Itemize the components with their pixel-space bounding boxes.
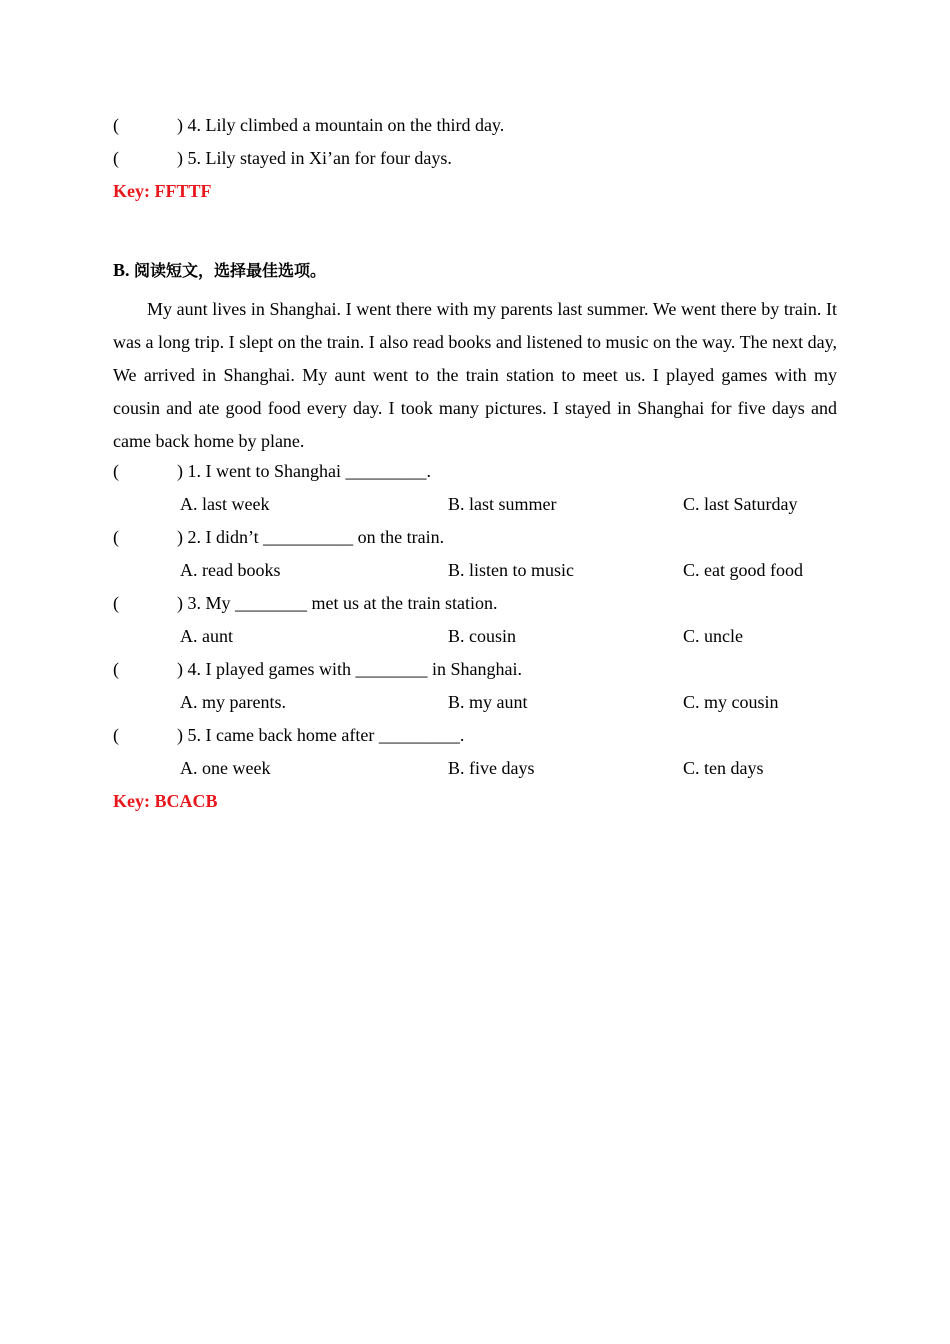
answer-blank[interactable]: ( xyxy=(113,148,119,168)
option-c: C. my cousin xyxy=(683,692,779,712)
part-b-question-4 xyxy=(113,658,522,680)
part-b-answer-key: Key: BCACB xyxy=(113,791,218,811)
answer-blank[interactable]: ( xyxy=(113,659,119,679)
answer-blank[interactable]: ( xyxy=(113,593,119,613)
option-b: B. listen to music xyxy=(448,560,574,580)
option-a: A. last week xyxy=(180,494,270,514)
question-text: ) 5. I came back home after _________. xyxy=(177,725,465,745)
option-c: C. ten days xyxy=(683,758,764,778)
question-text: ) 4. I played games with ________ in Shanghai. xyxy=(177,659,522,679)
answer-blank[interactable]: ( xyxy=(113,461,119,481)
part-a-question-5 xyxy=(113,147,452,169)
option-c: C. uncle xyxy=(683,626,743,646)
part-a-answer-key: Key: FFTTF xyxy=(113,181,212,201)
part-b-question-1 xyxy=(113,460,431,482)
answer-blank[interactable]: ( xyxy=(113,725,119,745)
part-b-instruction: 阅读短文，选择最佳选项。 xyxy=(134,261,327,280)
option-b: B. my aunt xyxy=(448,692,528,712)
option-a: A. my parents. xyxy=(180,692,286,712)
part-a-question-4 xyxy=(113,114,504,136)
part-b-question-3 xyxy=(113,592,497,614)
question-text: ) 5. Lily stayed in Xi’an for four days. xyxy=(177,148,452,168)
part-b-label: B. xyxy=(113,260,130,280)
part-b-heading xyxy=(113,259,326,282)
reading-passage: My aunt lives in Shanghai. I went there with my parents last summer. We went there by train. It was a long trip. I slept on the train. I also read books and listened to music on the way. The next day, We arrived in Shanghai. My aunt went to the train station to meet us. I played games with my cousin and ate good food every day. I took many pictures. I stayed in Shanghai for five days and came back home by plane. xyxy=(113,299,837,451)
part-b-question-5 xyxy=(113,724,464,746)
option-c: C. last Saturday xyxy=(683,494,798,514)
part-b-question-2 xyxy=(113,526,444,548)
option-c: C. eat good food xyxy=(683,560,803,580)
option-a: A. aunt xyxy=(180,626,233,646)
answer-blank[interactable]: ( xyxy=(113,527,119,547)
question-text: ) 3. My ________ met us at the train station. xyxy=(177,593,498,613)
option-a: A. read books xyxy=(180,560,281,580)
question-text: ) 4. Lily climbed a mountain on the third day. xyxy=(177,115,505,135)
option-b: B. five days xyxy=(448,758,535,778)
question-text: ) 1. I went to Shanghai _________. xyxy=(177,461,431,481)
question-text: ) 2. I didn’t __________ on the train. xyxy=(177,527,445,547)
option-a: A. one week xyxy=(180,758,271,778)
answer-blank[interactable]: ( xyxy=(113,115,119,135)
option-b: B. cousin xyxy=(448,626,517,646)
option-b: B. last summer xyxy=(448,494,557,514)
